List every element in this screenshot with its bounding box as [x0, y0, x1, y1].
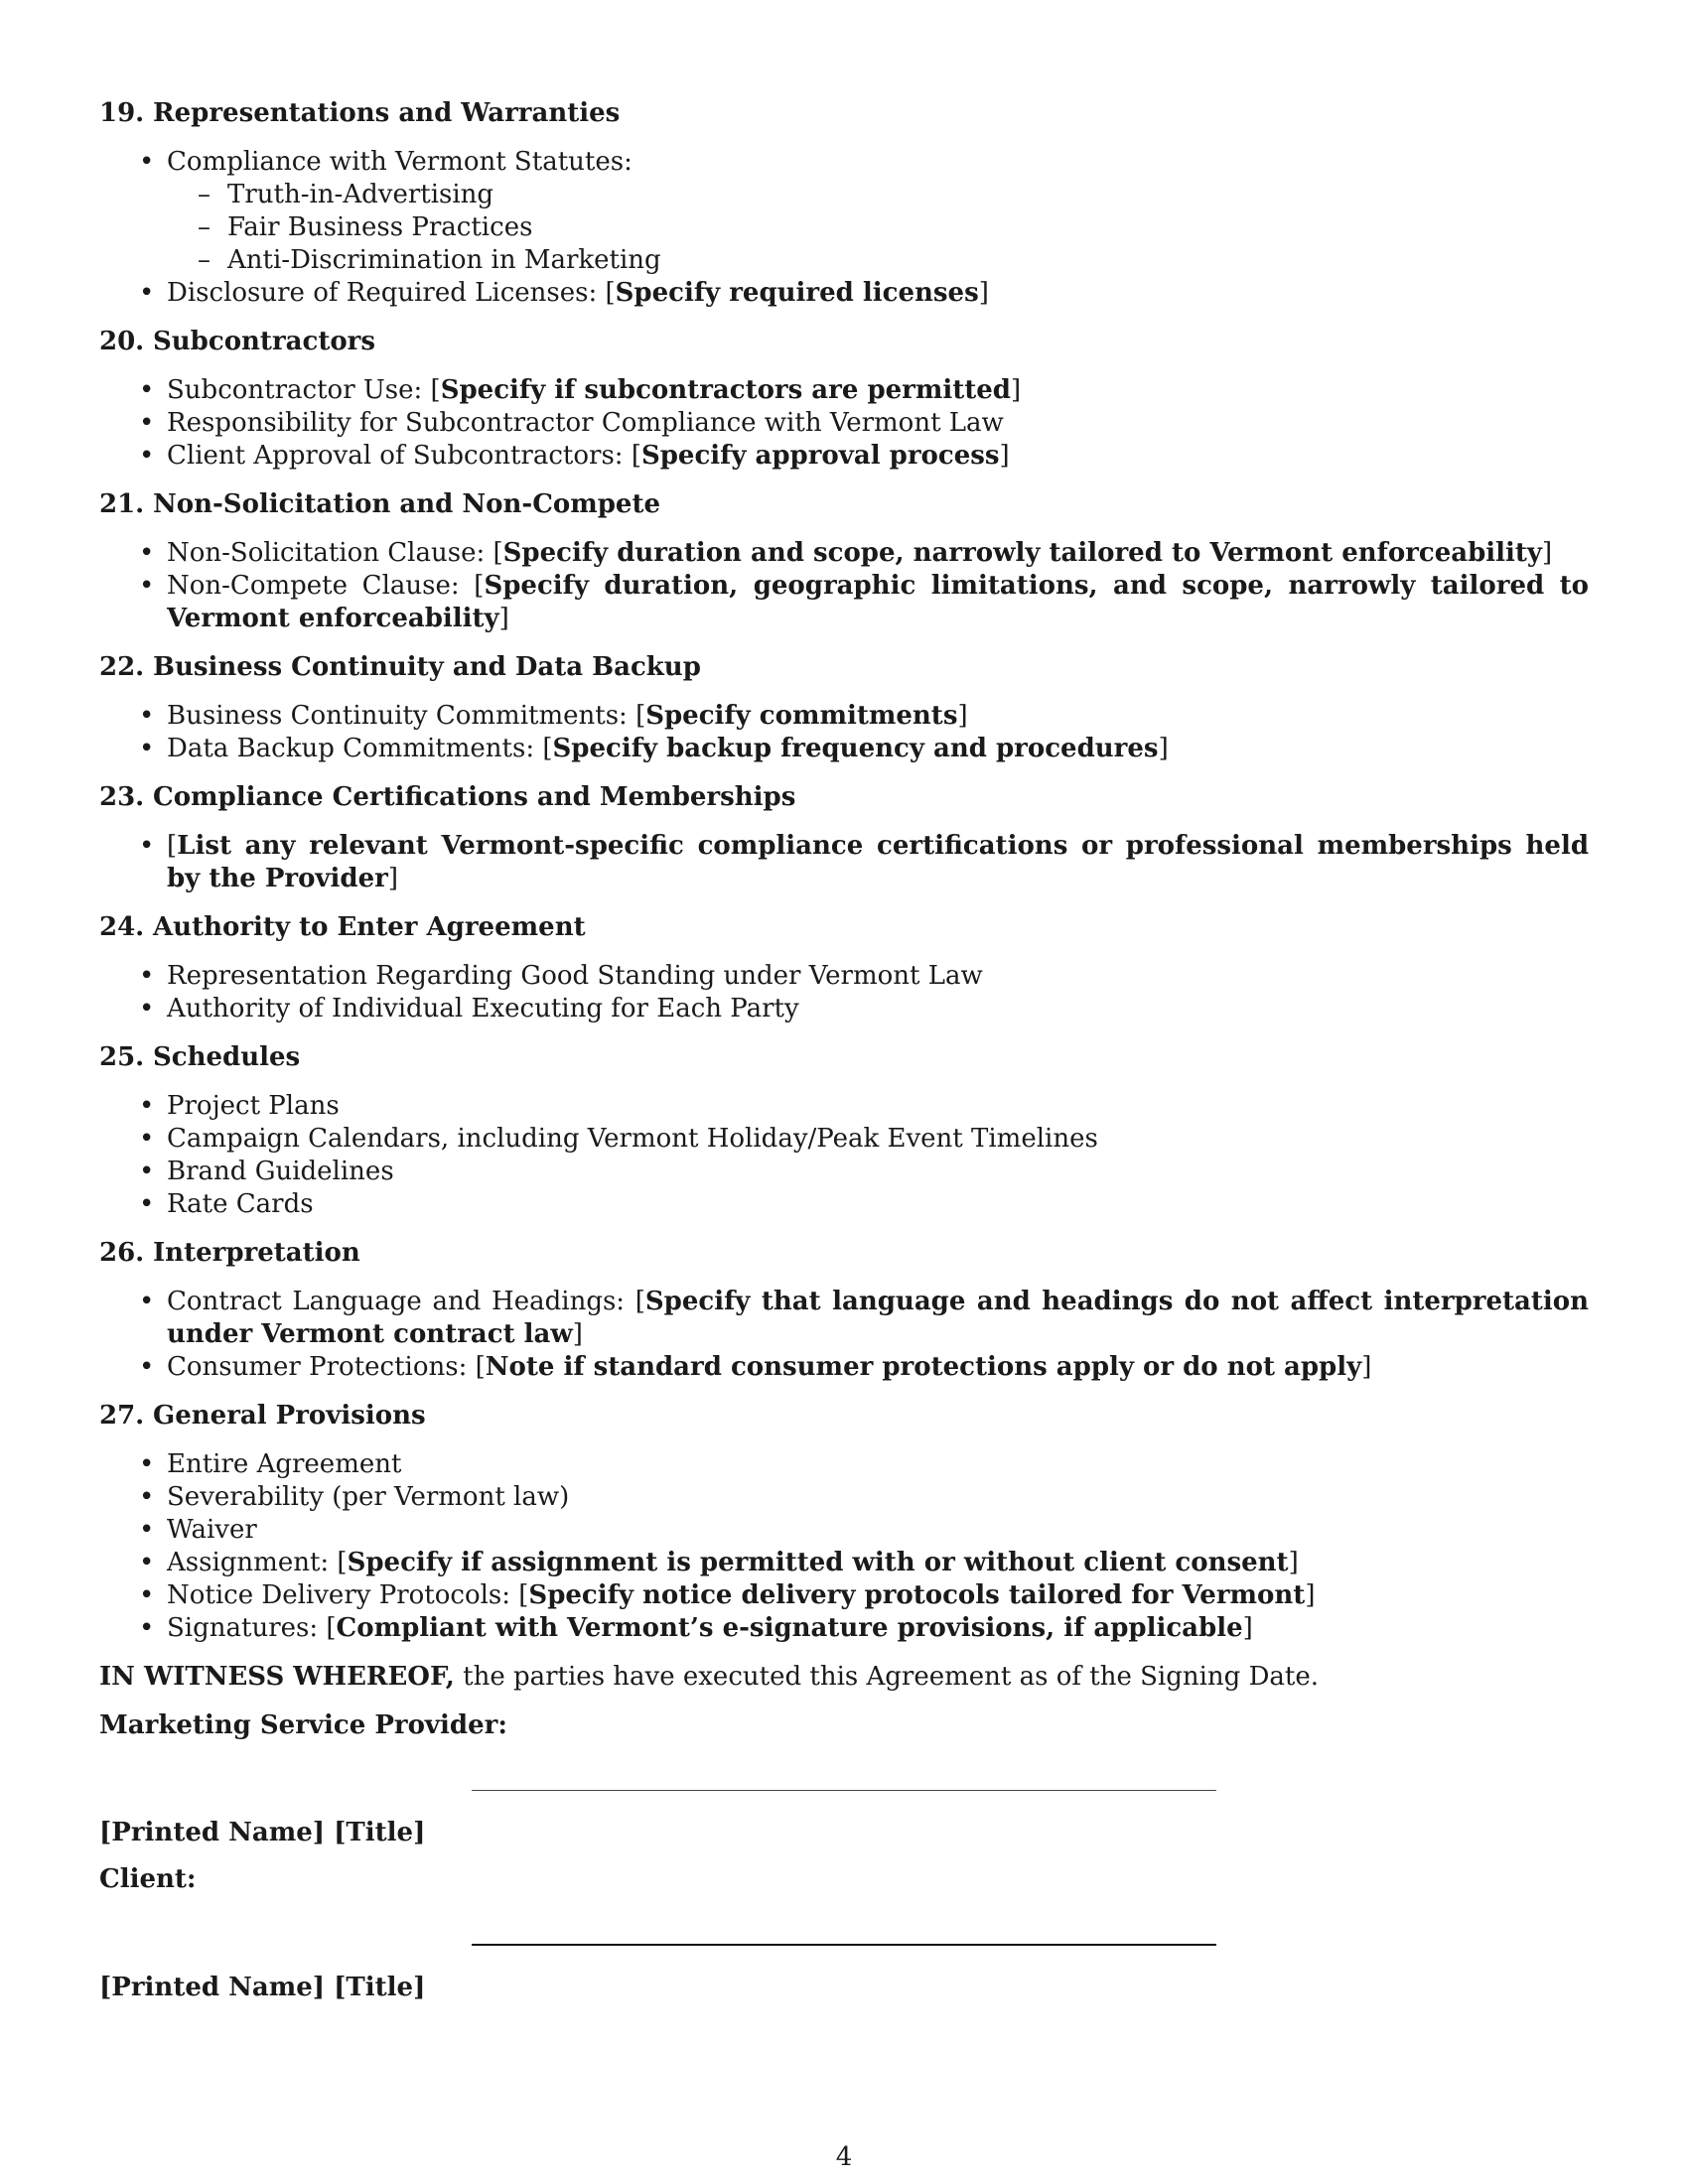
list-item: • Subcontractor Use: [Specify if subcontractors are permitted] — [99, 374, 1589, 407]
section-title: Non-Solicitation and Non-Compete — [153, 489, 661, 519]
list-item: • Project Plans — [99, 1090, 1589, 1123]
section-25 — [99, 1041, 1589, 1221]
section-title: Authority to Enter Agreement — [153, 912, 586, 942]
list-item: • Severability (per Vermont law) — [99, 1481, 1589, 1514]
section-heading: 27. General Provisions — [99, 1401, 426, 1431]
bullet-list — [99, 700, 1589, 765]
list-item: • Non-Compete Clause: [Specify duration, geographic limitations, and scope, narrowly tailored to Vermont enforceability] — [99, 570, 1589, 635]
list-item: • Contract Language and Headings: [Specify that language and headings do not affect interpretation under Vermont contract law] — [99, 1286, 1589, 1351]
list-item: • Data Backup Commitments: [Specify backup frequency and procedures] — [99, 733, 1589, 765]
sub-list-item: – Truth-in-Advertising — [167, 179, 1589, 211]
list-item: • Authority of Individual Executing for Each Party — [99, 993, 1589, 1025]
list-item: • Rate Cards — [99, 1188, 1589, 1221]
section-title: Subcontractors — [153, 327, 376, 356]
bullet-list — [99, 1448, 1589, 1645]
client-label: Client: — [99, 1864, 197, 1894]
section-22 — [99, 651, 1589, 765]
list-item: • Entire Agreement — [99, 1448, 1589, 1481]
list-item: • Signatures: [Compliant with Vermont’s e-signature provisions, if applicable] — [99, 1612, 1589, 1645]
list-item: • [List any relevant Vermont-specific compliance certifications or professional memberships held by the Provider] — [99, 830, 1589, 895]
list-item: • Client Approval of Subcontractors: [Specify approval process] — [99, 440, 1589, 473]
section-title: Compliance Certifications and Memberships — [153, 782, 796, 812]
list-item: • Business Continuity Commitments: [Specify commitments] — [99, 700, 1589, 733]
section-heading: 22. Business Continuity and Data Backup — [99, 652, 701, 682]
list-item: • Responsibility for Subcontractor Compliance with Vermont Law — [99, 407, 1589, 440]
section-heading: 26. Interpretation — [99, 1238, 360, 1268]
list-item: • Brand Guidelines — [99, 1156, 1589, 1188]
client-printed-name: [Printed Name] [Title] — [99, 1973, 426, 2002]
sub-list — [167, 179, 1589, 277]
bullet-list — [99, 374, 1589, 473]
section-title: Business Continuity and Data Backup — [153, 652, 701, 682]
section-20 — [99, 326, 1589, 473]
provider-printed-name: [Printed Name] [Title] — [99, 1818, 426, 1847]
witness-clause: IN WITNESS WHEREOF, the parties have executed this Agreement as of the Signing Date. — [99, 1662, 1320, 1692]
list-item: • Disclosure of Required Licenses: [Specify required licenses] — [99, 277, 1589, 310]
list-item: • Waiver — [99, 1514, 1589, 1547]
section-27 — [99, 1400, 1589, 1645]
bullet-list — [99, 960, 1589, 1025]
sub-list-item: – Fair Business Practices — [167, 211, 1589, 244]
section-heading: 23. Compliance Certifications and Memberships — [99, 782, 796, 812]
bullet-list — [99, 146, 1589, 310]
section-23 — [99, 781, 1589, 895]
section-24 — [99, 911, 1589, 1025]
section-19 — [99, 97, 1589, 310]
section-title: Interpretation — [153, 1238, 360, 1268]
section-21 — [99, 488, 1589, 635]
list-item: • Assignment: [Specify if assignment is permitted with or without client consent] — [99, 1547, 1589, 1579]
provider-label: Marketing Service Provider: — [99, 1710, 507, 1740]
list-item: • Campaign Calendars, including Vermont Holiday/Peak Event Timelines — [99, 1123, 1589, 1156]
list-item: • Notice Delivery Protocols: [Specify notice delivery protocols tailored for Vermont] — [99, 1579, 1589, 1612]
section-26 — [99, 1237, 1589, 1384]
section-heading: 25. Schedules — [99, 1042, 301, 1072]
bullet-list — [99, 1286, 1589, 1384]
bullet-list — [99, 537, 1589, 635]
section-heading: 24. Authority to Enter Agreement — [99, 912, 586, 942]
document-page — [99, 97, 1589, 2004]
section-heading: 20. Subcontractors — [99, 327, 376, 356]
list-item: • Consumer Protections: [Note if standard consumer protections apply or do not apply] — [99, 1351, 1589, 1384]
list-item: • Representation Regarding Good Standing under Vermont Law — [99, 960, 1589, 993]
section-heading: 19. Representations and Warranties — [99, 98, 621, 128]
section-title: Representations and Warranties — [153, 98, 621, 128]
section-heading: 21. Non-Solicitation and Non-Compete — [99, 489, 661, 519]
bullet-list — [99, 830, 1589, 895]
section-title: General Provisions — [153, 1401, 426, 1431]
list-item: • Non-Solicitation Clause: [Specify duration and scope, narrowly tailored to Vermont enforceability] — [99, 537, 1589, 570]
sub-list-item: – Anti-Discrimination in Marketing — [167, 244, 1589, 277]
section-title: Schedules — [153, 1042, 301, 1072]
list-item: • Compliance with Vermont Statutes: – Truth-in-Advertising – Fair Business Practices – Anti-Discrimination in Marketing — [99, 146, 1589, 277]
page-number: 4 — [835, 2142, 853, 2172]
bullet-list — [99, 1090, 1589, 1221]
